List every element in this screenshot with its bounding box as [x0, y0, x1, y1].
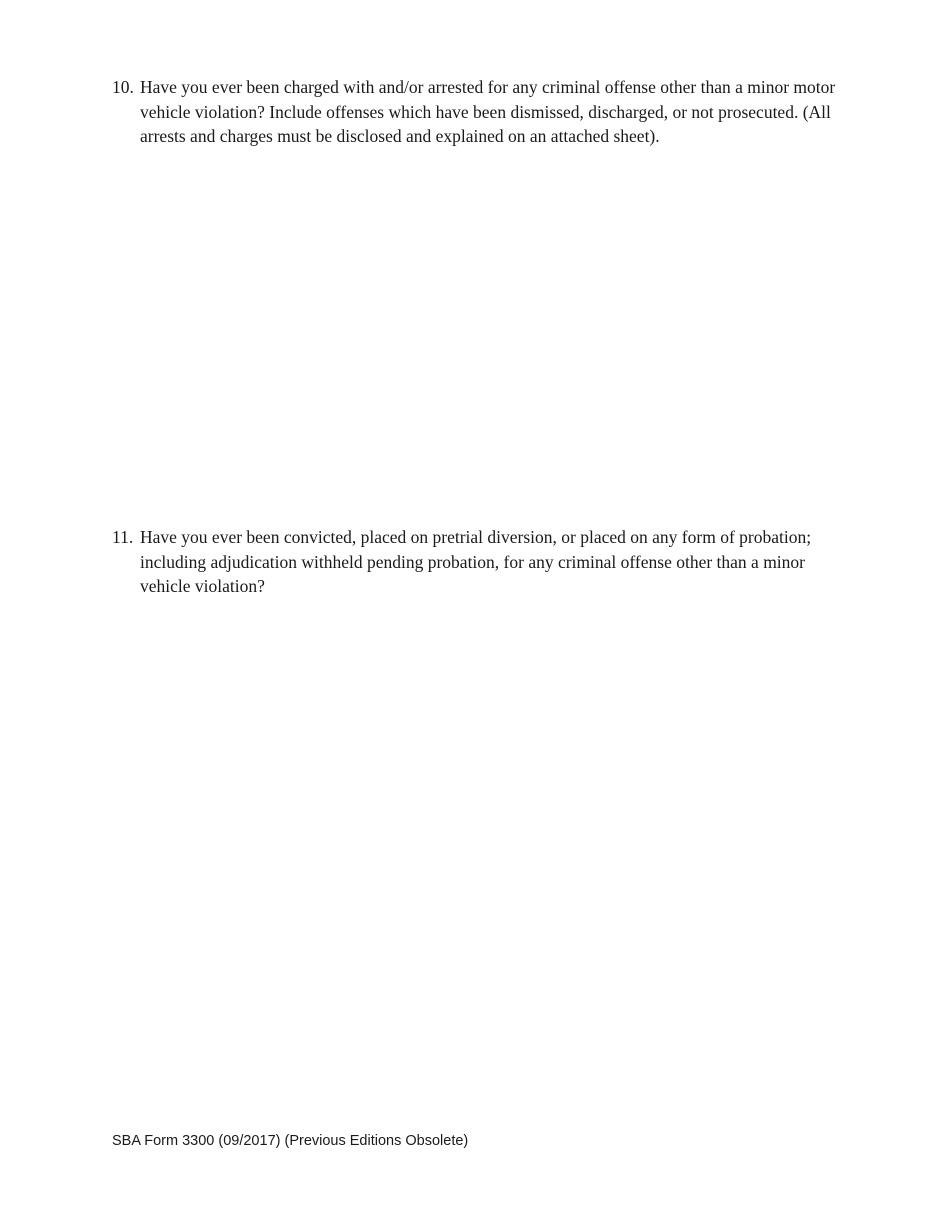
- question-11: [112, 525, 842, 599]
- question-text: Have you ever been charged with and/or arrested for any criminal offense other than a minor motor vehicle violation? Include offenses which have been dismissed, discharged, or not prosecuted. (All arrests and charges must be disclosed and explained on an attached sheet).: [140, 77, 836, 146]
- question-number: 11.: [112, 527, 134, 547]
- question-text: Have you ever been convicted, placed on pretrial diversion, or placed on any form of probation; including adjudication withheld pending probation, for any criminal offense other than a minor vehicle violation?: [140, 527, 812, 596]
- form-footer: SBA Form 3300 (09/2017) (Previous Editions Obsolete): [112, 1133, 469, 1149]
- question-number: 10.: [112, 77, 134, 97]
- question-10: [112, 75, 842, 149]
